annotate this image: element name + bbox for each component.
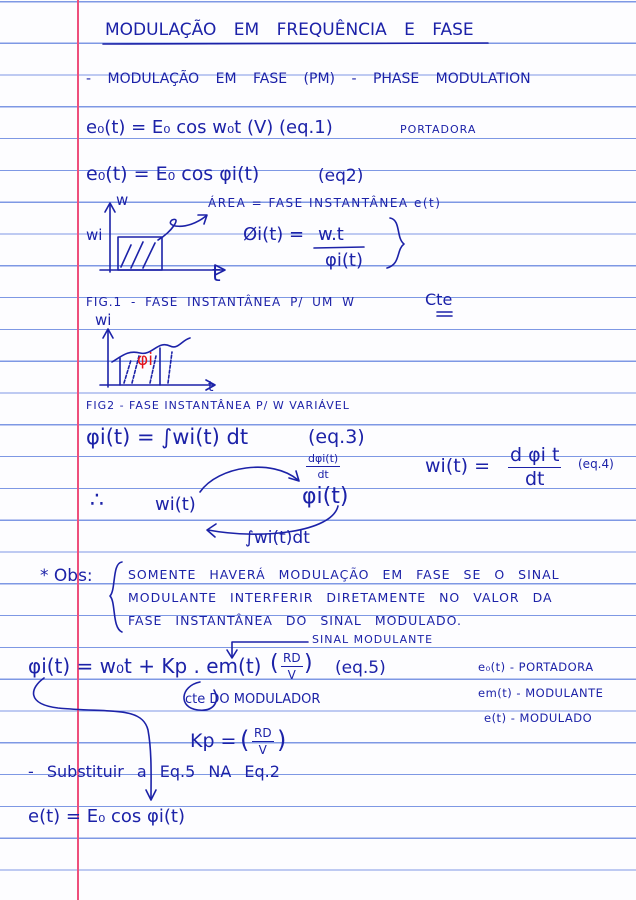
equation-5-open-paren: ( <box>270 651 279 676</box>
fig1-formula-lhs: Øi(t) = <box>243 224 305 245</box>
section-subheading: - MODULAÇÃO EM FASE (PM) - PHASE MODULATION <box>86 71 531 87</box>
fig1-y-axis-label: w <box>116 191 129 209</box>
kp-open-paren: ( <box>240 726 250 754</box>
fig1-formula-rhs: w.t <box>318 224 344 245</box>
equation-4-denominator: dt <box>524 468 545 490</box>
equation-1-note: PORTADORA <box>400 123 477 136</box>
relation-from: wi(t) <box>155 494 196 515</box>
obs-line: SOMENTE HAVERÁ MODULAÇÃO EM FASE SE O SINAL <box>128 567 560 582</box>
equation-4-tag: (eq.4) <box>578 457 614 471</box>
equation-5-unit-fraction <box>281 652 303 681</box>
fig1-pointer-arrow <box>158 216 206 240</box>
derivative-fraction <box>306 453 340 480</box>
result-equation: e(t) = E₀ cos φi(t) <box>28 806 185 827</box>
equation-4-numerator: d φi t <box>510 444 560 466</box>
kp-unit-numerator: RD <box>254 726 272 740</box>
fig1-annotation: ÁREA = FASE INSTANTÂNEA e(t) <box>208 196 442 210</box>
fig2-caption: FIG2 - FASE INSTANTÂNEA P/ W VARIÁVEL <box>86 399 350 412</box>
equation-5-unit-numerator: RD <box>283 651 301 665</box>
fig1-hatch <box>121 242 155 268</box>
fig2-y-axis-label: wi <box>95 311 112 329</box>
relation-to: φi(t) <box>302 484 349 509</box>
modulator-constant-note: cte DO MODULADOR <box>185 692 321 707</box>
obs-label: * Obs: <box>40 566 93 586</box>
therefore-symbol: ∴ <box>90 488 104 513</box>
fig1-caption: FIG.1 - FASE INSTANTÂNEA P/ UM W <box>86 295 355 309</box>
derivative-denominator: dt <box>317 468 329 481</box>
legend-item: e₀(t) - PORTADORA <box>478 660 594 674</box>
kp-unit-fraction <box>252 727 274 756</box>
legend-item: e(t) - MODULADO <box>484 711 593 725</box>
formula-underline <box>314 247 364 248</box>
kp-unit-denominator: V <box>258 743 267 757</box>
equation-5-tag: (eq.5) <box>335 658 386 678</box>
fig1-level-label: wi <box>86 226 103 244</box>
obs-line: MODULANTE INTERFERIR DIRETAMENTE NO VALOR DA <box>128 590 553 605</box>
page-title: MODULAÇÃO EM FREQUÊNCIA E FASE <box>105 20 474 40</box>
equation-1: e₀(t) = E₀ cos w₀t (V) (eq.1) <box>86 117 333 138</box>
equation-2: e₀(t) = E₀ cos φi(t) <box>86 163 260 185</box>
equation-3: φi(t) = ∫wi(t) dt <box>86 425 249 449</box>
fig1-caption-constant: Cte <box>425 290 453 309</box>
equation-3-tag: (eq.3) <box>308 426 365 448</box>
equation-2-tag: (eq2) <box>318 166 364 186</box>
obs-brace <box>110 562 122 632</box>
fig1-formula-below: φi(t) <box>325 250 363 271</box>
substitution-instruction: - Substituir a Eq.5 NA Eq.2 <box>28 762 280 781</box>
kp-close-paren: ) <box>277 726 287 754</box>
equation-5-unit-denominator: V <box>287 668 296 682</box>
relation-integral: ∫wi(t)dt <box>245 528 310 548</box>
equation-4-fraction <box>508 446 561 489</box>
cte-double-underline <box>437 312 452 316</box>
heading-underline <box>103 43 488 44</box>
kp-lhs: Kp = <box>190 730 237 752</box>
derivative-numerator: dφi(t) <box>308 452 339 465</box>
formula-brace <box>387 218 404 268</box>
obs-line: FASE INSTANTÂNEA DO SINAL MODULADO. <box>128 613 462 628</box>
legend-item: em(t) - MODULANTE <box>478 686 604 700</box>
modulating-signal-label: SINAL MODULANTE <box>312 633 434 646</box>
fig2-area-label: φi <box>137 350 153 370</box>
equation-4-lhs: wi(t) = <box>425 455 491 477</box>
fig1-area-rect <box>118 237 162 270</box>
equation-5-close-paren: ) <box>304 651 313 676</box>
fig1-x-axis-label: t <box>212 262 221 287</box>
equation-5: φi(t) = w₀t + Kp . em(t) <box>28 654 262 678</box>
integral-arrow <box>200 467 298 492</box>
fig2-x-axis-label: t <box>208 379 214 395</box>
